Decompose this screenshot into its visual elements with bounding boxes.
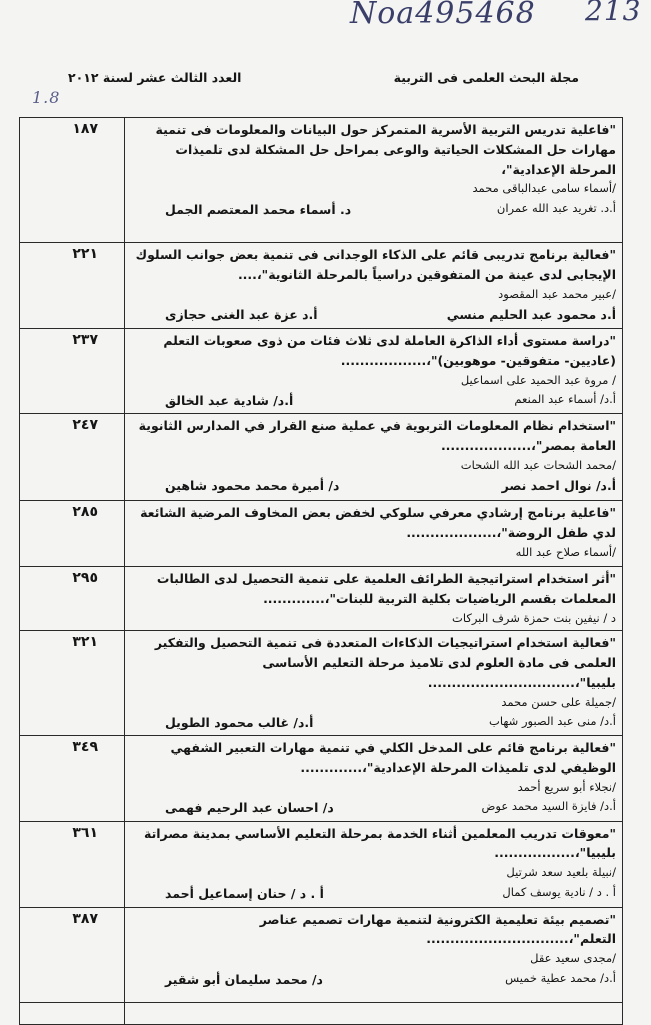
toc-row xyxy=(20,414,623,501)
contents-table xyxy=(19,117,623,1025)
page-number-cell xyxy=(20,414,125,501)
author-name: /عبير محمد عبد المقصود xyxy=(498,286,616,301)
supervisor-name: أ.د/ منى عبد الصبور شهاب xyxy=(489,714,616,729)
page-number: ٢٤٧ xyxy=(72,417,98,434)
toc-row xyxy=(20,631,623,736)
article-title xyxy=(135,569,616,609)
toc-row xyxy=(20,501,623,567)
supervisor-name: د/ محمد سليمان أبو شقير xyxy=(165,971,323,987)
supervisors-line xyxy=(135,797,616,818)
page-number-cell xyxy=(20,118,125,243)
entry-cell xyxy=(125,631,623,736)
supervisor-name: د/ أميرة محمد محمود شاهين xyxy=(165,478,340,494)
empty-row xyxy=(20,1002,623,1024)
page-number: ٢٩٥ xyxy=(72,570,98,587)
supervisor-name: أ . د / نادية يوسف كمال xyxy=(502,884,616,899)
supervisor-name: أ . د / حنان إسماعيل أحمد xyxy=(165,885,324,901)
handwritten-id: Noa495468 xyxy=(350,0,536,31)
toc-row xyxy=(20,329,623,414)
supervisors-line xyxy=(135,712,616,733)
handwritten-page-number: 213 xyxy=(585,0,642,27)
supervisor-name: أ.د/ أسماء عبد المنعم xyxy=(514,392,616,407)
supervisor-name: أ.د/ نوال احمد نصر xyxy=(501,478,616,494)
page-number: ٣٦١ xyxy=(72,824,98,841)
supervisor-name: أ.د/ فايزة السيد محمد عوض xyxy=(481,799,616,814)
entry-cell xyxy=(125,118,623,243)
empty-cell xyxy=(125,1002,623,1024)
supervisors-line xyxy=(135,883,616,904)
supervisors-line xyxy=(135,390,616,411)
author-name: / مروة عبد الحميد على اسماعيل xyxy=(460,372,616,387)
supervisors-line xyxy=(135,475,616,496)
supervisor-name: أ.د عزة عبد الغنى حجازى xyxy=(165,307,318,323)
leader-dots: .............................. xyxy=(426,931,569,947)
toc-row xyxy=(20,821,623,907)
page-number-cell xyxy=(20,736,125,821)
article-title-text: "استخدام نظام المعلومات التربوية في عملية صنع القرار في المدارس الثانوية العامة بمصر"، xyxy=(138,418,616,454)
article-title xyxy=(135,824,616,864)
author-name: د / نيفين بنت حمزة شرف البركات xyxy=(452,610,616,625)
supervisor-name: د. أسماء محمد المعتصم الجمل xyxy=(165,201,352,217)
journal-title: مجلة البحث العلمى فى التربية xyxy=(393,70,579,85)
toc-row xyxy=(20,118,623,243)
article-title-text: "دراسة مستوى أداء الذاكرة العاملة لدى ثلاث فئات من ذوى صعوبات التعلم (عاديين- متفوقين- موهوبين)"، xyxy=(163,333,616,368)
leader-dots: ................... xyxy=(406,525,497,541)
article-title xyxy=(135,245,616,285)
issue-info: العدد الثالث عشر لسنة ٢٠١٢ xyxy=(68,70,242,85)
supervisors-line xyxy=(135,199,616,220)
article-title-text: "فعالية استخدام استراتيجيات الذكاءات المتعددة فى تنمية التحصيل والتفكير العلمى فى مادة العلوم لدى تلاميذ مرحلة التعليم الأساسى بليبيا"، xyxy=(154,635,616,690)
toc-row xyxy=(20,567,623,631)
article-title xyxy=(135,503,616,543)
article-title xyxy=(135,910,616,950)
supervisor-name: أ.د محمود عبد الحليم منسي xyxy=(446,307,616,323)
entry-cell xyxy=(125,501,623,567)
page-number-cell xyxy=(20,329,125,414)
page-number: ٢٨٥ xyxy=(72,504,98,521)
entry-cell xyxy=(125,821,623,907)
page-number: ٣٢١ xyxy=(72,634,98,651)
entry-cell xyxy=(125,243,623,329)
author-name: /جميلة على حسن محمد xyxy=(501,694,616,709)
author-name: /نبيلة بلعيد سعد شرتيل xyxy=(506,865,616,880)
article-title xyxy=(135,416,616,456)
supervisors-line xyxy=(135,304,616,325)
toc-row xyxy=(20,736,623,821)
page-number-cell xyxy=(20,567,125,631)
article-title-text: "أثر استخدام استراتيجية الطرائف العلمية على تنمية التحصيل لدى الطالبات المعلمات بقسم الرياضيات بكلية التربية للبنات"، xyxy=(156,571,616,607)
page-number: ١٨٧ xyxy=(72,121,98,137)
toc-row xyxy=(20,243,623,329)
author-name: /محمد الشحات عبد الله الشحات xyxy=(460,457,616,472)
article-title-text: "فاعلية برنامج إرشادي معرفي سلوكي لخفض بعض المخاوف المرضية الشائعة لدي طفل الروضة"، xyxy=(140,505,616,541)
page-number-cell xyxy=(20,631,125,736)
supervisor-name: أ.د/ غالب محمود الطويل xyxy=(165,715,314,731)
entry-cell xyxy=(125,329,623,414)
leader-dots: .................. xyxy=(340,352,427,368)
page-number: ٢٣٧ xyxy=(72,332,98,348)
page-number-cell xyxy=(20,907,125,1002)
article-title xyxy=(135,738,616,778)
article-title-text: "فعالية برنامج قائم على المدخل الكلي في تنمية مهارات التعبير الشفهي الوظيفي لدى تلميذات المرحلة الإعدادية"، xyxy=(170,740,616,776)
supervisors-line xyxy=(135,969,616,990)
author-name: /أسماء صلاح عبد الله xyxy=(515,544,616,559)
article-title-text: "فعالية برنامج تدريبى قائم على الذكاء الوجدانى فى تنمية بعض جوانب السلوك الإيجابى لدى عينة من المتفوقين دراسياً بالمرحلة الثانوية"، xyxy=(135,247,616,282)
article-title-text: "تصميم بيئة تعليمية الكترونية لتنمية مهارات تصميم عناصر التعلم"، xyxy=(259,911,616,947)
author-name: /مجدى سعيد عقل xyxy=(530,951,616,966)
article-title xyxy=(135,120,616,179)
supervisor-name: أ.د/ محمد عطية خميس xyxy=(505,970,616,985)
entry-cell xyxy=(125,414,623,501)
page-number: ٢٢١ xyxy=(72,246,98,262)
supervisor-name: أ.د. تغريد عبد الله عمران xyxy=(496,200,616,215)
supervisor-name: د/ احسان عبد الرحيم فهمى xyxy=(165,800,334,816)
leader-dots: ................. xyxy=(494,845,575,861)
empty-cell xyxy=(20,1002,125,1024)
leader-dots: .... xyxy=(237,266,257,282)
entry-cell xyxy=(125,907,623,1002)
article-title xyxy=(135,633,616,692)
supervisor-name: أ.د/ شادية عبد الخالق xyxy=(165,393,294,409)
author-name: /نجلاء أبو سريع أحمد xyxy=(517,779,616,794)
entry-cell xyxy=(125,567,623,631)
author-name: /أسماء سامى عبدالباقى محمد xyxy=(472,181,616,196)
page-number-cell xyxy=(20,243,125,329)
toc-row xyxy=(20,907,623,1002)
article-title xyxy=(135,331,616,371)
leader-dots: ............................... xyxy=(427,674,575,690)
page-number: ٣٨٧ xyxy=(72,910,98,927)
leader-dots: ............. xyxy=(300,760,363,776)
page-number-cell xyxy=(20,821,125,907)
page-number-cell xyxy=(20,501,125,567)
page-number: ٣٤٩ xyxy=(72,739,98,756)
leader-dots: ............. xyxy=(263,591,325,607)
article-title-text: "معوقات تدريب المعلمين أثناء الخدمة بمرحلة التعليم الأساسي بمدينة مصراتة بليبيا"، xyxy=(144,825,616,861)
article-title-text: "فاعلية تدريس التربية الأسرية المتمركز حول البيانات والمعلومات فى تنمية مهارات حل المشكلات الحياتية والوعى بمراحل حل المشكلة لدى تلميذات المرحلة الإعدادية"، xyxy=(155,122,616,177)
leader-dots: ................... xyxy=(440,438,532,454)
entry-cell xyxy=(125,736,623,821)
handwritten-margin-note: 1.8 xyxy=(32,88,61,107)
